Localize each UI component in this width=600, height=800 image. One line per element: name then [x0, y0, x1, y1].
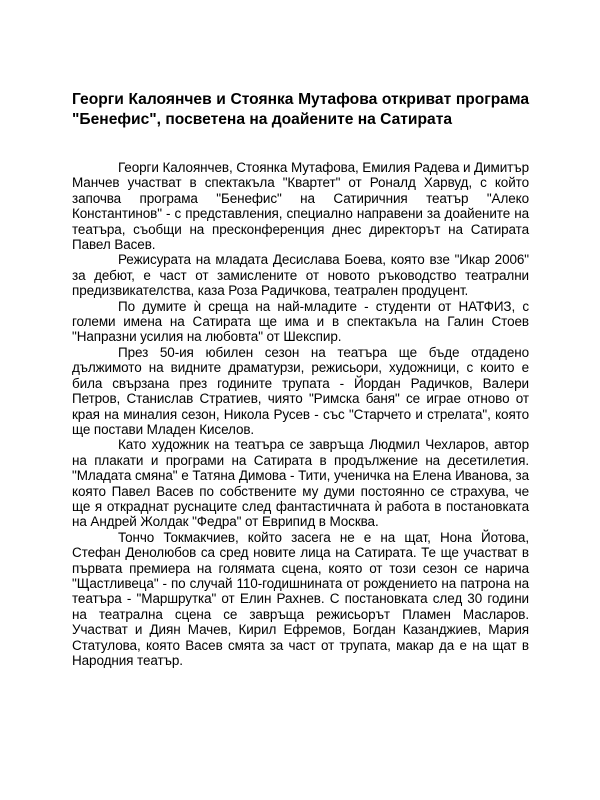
article-title: Георги Калоянчев и Стоянка Мутафова откриват програма "Бенефис", посветена на доайените на Сатирата — [72, 91, 529, 128]
article-body — [72, 160, 529, 668]
article — [72, 90, 529, 668]
paragraph: По думите ѝ среща на най-младите - студенти от НАТФИЗ, с големи имена на Сатирата ще има и в спектакъла на Галин Стоев "Напразни усилия на любовта" от Шекспир. — [72, 298, 529, 345]
paragraph: Тончо Токмакчиев, който засега не е на щат, Нона Йотова, Стефан Денолюбов са сред новите лица на Сатирата. Те ще участват в първата премиера на голямата сцена, която от този сезон се нарича "Щастливеца" - по случай 110-годишнината от рождението на патрона на театъра - "Маршрутка" от Елин Рахнев. С постановката след 30 години на театрална сцена се завръща режисьорът Пламен Масларов. Участват и Диян Мачев, Кирил Ефремов, Богдан Казанджиев, Мария Статулова, която Васев смята за част от трупата, макар да е на щат в Народния театър. — [72, 529, 529, 668]
paragraph: Като художник на театъра се завръща Людмил Чехларов, автор на плакати и програми на Сатирата в продължение на десетилетия. "Младата смяна" е Татяна Димова - Тити, ученичка на Елена Иванова, за която Павел Васев по собствените му думи постоянно се страхува, че ще я откраднат руснаците след фантастичната ѝ работа в постановката на Андрей Жолдак "Федра" от Еврипид в Москва. — [72, 437, 529, 530]
paragraph: Георги Калоянчев, Стоянка Мутафова, Емилия Радева и Димитър Манчев участват в спектакъла "Квартет" от Роналд Харвуд, с който започва програма "Бенефис" на Сатиричния театър "Алеко Константинов" - с представления, специално направени за доайените на театъра, съобщи на пресконференция днес директорът на Сатирата Павел Васев. — [72, 160, 529, 253]
paragraph: През 50-ия юбилен сезон на театъра ще бъде отдадено дължимото на видните драматурзи, режисьори, художници, с които е била свързана през годините трупата - Йордан Радичков, Валери Петров, Станислав Стратиев, чиято "Римска баня" се играе отново от края на миналия сезон, Никола Русев - със "Старчето и стрелата", която ще постави Младен Киселов. — [72, 344, 529, 437]
paragraph: Режисурата на младата Десислава Боева, която взе "Икар 2006" за дебют, е част от замислените от новото ръководство театрални предизвикателства, каза Роза Радичкова, театрален продуцент. — [72, 252, 529, 299]
